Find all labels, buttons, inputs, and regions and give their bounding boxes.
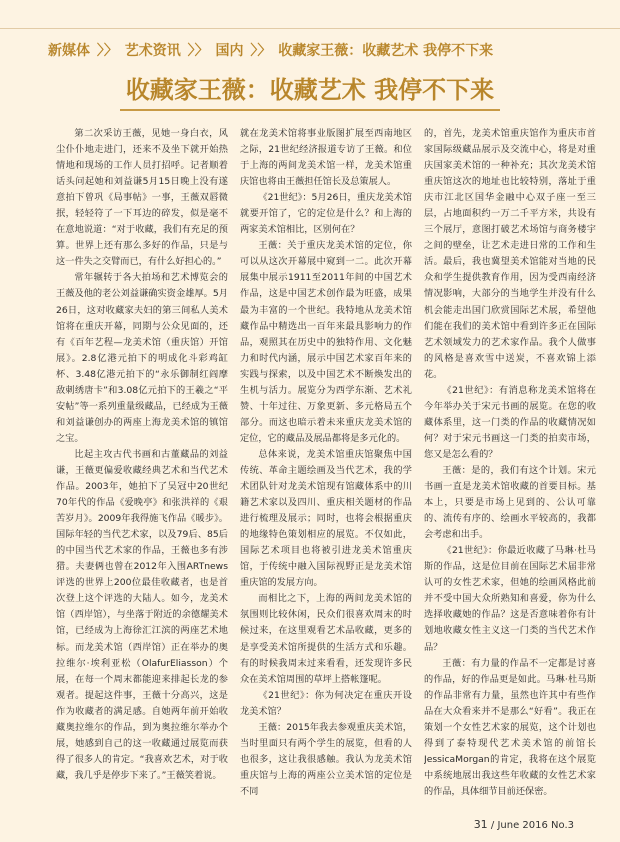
breadcrumb-item-domestic[interactable]: 国内 xyxy=(215,43,244,59)
breadcrumb-item-current-article: 收藏家王薇：收藏艺术 我停不下来 xyxy=(278,43,494,59)
top-divider xyxy=(0,28,620,29)
paragraph: 而相比之下，上海的两间龙美术馆的氛围则比较休闲，民众们很喜欢周末的时候过来，在这里观看艺术品收藏，更多的是享受美术馆所提供的生活方式和乐趣。有的时候我周末过来看看，还发现许多民众在美术馆周围的草坪上搭帐篷呢。 xyxy=(240,593,412,685)
paragraph: 总体来说，龙美术馆重庆馆聚焦中国传统、革命主题绘画及当代艺术，我的学术团队针对龙美术馆现有馆藏体系中的川籍艺术家以及四川、重庆相关题材的作品进行梳理及展示；同时，也将会根据重庆的地缘特色策划相应的展览。不仅如此，国际艺术项目也将被引进龙美术馆重庆馆，于传统中融入国际视野正是龙美术馆重庆馆的发展方向。 xyxy=(240,448,412,589)
answer-paragraph: 王薇：2015年我去参观重庆美术馆，当时里面只有两个学生的展览，但看的人也很多，这让我很感触。我认为龙美术馆重庆馆与上海的两座公立美术馆的定位是不同 xyxy=(240,721,412,797)
paragraph: 第二次采访王薇，见她一身白衣，风尘仆仆地走进门，还来不及坐下就开始热情地和现场的工作人员打招呼。记者顺着话头问起她和刘益谦5月15日晚上没有遂意拍下曾巩《局事帖》一事，王薇双唇微抿，轻轻符了一下耳边的碎发，似是毫不在意地说道：“对于收藏，我们有充足的预算。世界上还有那么多好的作品，只是与这一件失之交臂而已，有什么好担心的。” xyxy=(56,128,228,268)
question-paragraph: 《21世纪》：有消息称龙美术馆将在今年举办关于宋元书画的展览。在您的收藏体系里，这一门类的作品的收藏情况如何？对于宋元书画这一门类的拍卖市场，您又是怎么看的？ xyxy=(424,384,596,460)
question-paragraph: 《21世纪》：你为何决定在重庆开设龙美术馆？ xyxy=(240,689,412,717)
page-number: 31 xyxy=(473,818,488,831)
paragraph: 的，首先，龙美术馆重庆馆作为重庆市首家国际级藏品展示及交流中心，将是对重庆国家美术馆的一种补充；其次龙美术馆重庆馆这次的地址也比较特别，落址于重庆市江北区国华金融中心双子座一至三层，占地面积约一万二千平方米，共设有三个展厅，意图打破艺术场馆与商务楼宇之间的壁垒，让艺术走进日常的工作和生活。最后，我也冀望美术馆能对当地的民众和学生提供教育作用，因为受西南经济情况影响，大部分的当地学生并没有什么机会能走出国门欣赏国际艺术展，希望他们能在我们的美术馆中看到许多正在国际艺术领域发力的艺术家作品。我个人做事的风格是喜欢雪中送炭，不喜欢锦上添花。 xyxy=(424,128,596,380)
breadcrumb-item-new-media[interactable]: 新媒体 xyxy=(48,43,90,59)
article-title: 收藏家王薇：收藏艺术 我停不下来 xyxy=(120,70,500,111)
page-footer xyxy=(474,818,574,831)
breadcrumb-separator: 〉〉 xyxy=(96,43,118,59)
breadcrumb-item-art-news[interactable]: 艺术资讯 xyxy=(124,43,181,59)
issue-label: June 2016 No.3 xyxy=(497,820,574,831)
article-column-1 xyxy=(56,126,228,808)
paragraph: 常年辗转于各大拍场和艺术博览会的王薇及他的老公刘益谦确实资金雄厚。5月26日，这对收藏家夫妇的第三间私人美术馆将在重庆开幕，同期与公众见面的，还有《百年艺程—龙美术馆（重庆馆）开馆展》。2.8亿港元拍下的明成化斗彩鸡缸杯、3.48亿港元拍下的“永乐御制红阎摩敌刺绣唐卡”和3.08亿元拍下的王羲之“平安帖”等一系列重量级藏品，已经成为王薇和刘益谦创办的两座上海龙美术馆的镇馆之宝。 xyxy=(56,272,228,444)
question-paragraph: 《21世纪》：5月26日，重庆龙美术馆就要开馆了，它的定位是什么？和上海的两家美术馆相比，区别何在？ xyxy=(240,192,412,236)
breadcrumb-separator: 〉〉 xyxy=(250,43,272,59)
article-column-3 xyxy=(424,126,596,808)
title-wrapper xyxy=(0,70,620,111)
answer-paragraph: 王薇：有力量的作品不一定都是讨喜的作品，好的作品更是如此。马琳·杜马斯的作品非常有力量，虽然也许其中有些作品在大众看来并不是那么“好看”。我正在策划一个女性艺术家的展览，这个计划也得到了泰特现代艺术美术馆的前馆长JessicaMorgan的肯定，我将在这个展览中系统地展出我这些年收藏的女性艺术家的作品，具体细节目前还保密。 xyxy=(424,657,596,797)
article-column-2 xyxy=(240,126,412,808)
answer-paragraph: 王薇：是的，我们有这个计划。宋元书画一直是龙美术馆收藏的首要目标。基本上，只要是市场上见到的、公认可靠的、流传有序的、绘画水平较高的，我都会考虑和出手。 xyxy=(424,464,596,541)
breadcrumb-separator: 〉〉 xyxy=(187,43,209,59)
question-paragraph: 《21世纪》：你最近收藏了马琳·杜马斯的作品，这是位目前在国际艺术届非常认可的女性艺术家，但她的绘画风格此前并不受中国大众所熟知和喜爱，你为什么选择收藏她的作品？这是否意味着你有计划地收藏女性主义这一门类的当代艺术作品？ xyxy=(424,545,596,653)
separator-slash: / xyxy=(490,820,495,831)
breadcrumb xyxy=(48,40,493,60)
paragraph: 就在龙美术馆将事业版图扩展至西南地区之际，21世纪经济报道专访了王薇。和位于上海的两间龙美术馆一样，龙美术馆重庆馆也将由王薇担任馆长及总策展人。 xyxy=(240,128,412,188)
paragraph: 比起主攻古代书画和古董藏品的刘益谦，王薇更偏爱收藏经典艺术和当代艺术作品。2003年，她拍下了吴冠中20世纪70年代的作品《爱晚亭》和张洪祥的《艰苦岁月》。2009年我得施飞作品《暖步》。国际年轻的当代艺术家，以及79后、85后的中国当代艺术家的作品，王薇也多有涉猎。夫妻俩也曾在2012年入围ARTnews评选的世界上200位最佳收藏者，也是首次登上这个评选的大陆人。如今，龙美术馆（西岸馆），与坐落于附近的余德耀美术馆，已经成为上海徐汇江滨的两座艺术地标。而龙美术馆（西岸馆）正在举办的奥拉维尔·埃利亚松（OlafurEliasson）个展，在每一个周末都能迎来排起长龙的参观者。提起这件事，王薇十分高兴，这是作为收藏者的满足感。自她两年前开始收藏奥拉维尔的作品，到为奥拉维尔举办个展，她感到自己的这一收藏通过展览而获得了很多人的肯定。“我喜欢艺术，对于收藏，我几乎是停步下来了。”王薇笑着说。 xyxy=(56,448,228,781)
answer-paragraph: 王薇：关于重庆龙美术馆的定位，你可以从这次开幕展中窥到一二。此次开幕展集中展示1911至2011年间的中国艺术作品，这是中国艺术创作最为旺盛，成果最为丰富的一个世纪。我特地从龙美术馆藏作品中精选出一百年来最具影响力的作品，观照其在历史中的独特作用、文化魅力和时代内涵，展示中国艺术家百年来的实践与探索，以及中国艺术不断焕发出的生机与活力。展览分为西学东渐、艺术礼赞、十年过往、万象更新、多元格局五个部分。而这也暗示着未来重庆龙美术馆的定位，它的藏品及展品都将是多元化的。 xyxy=(240,240,412,444)
